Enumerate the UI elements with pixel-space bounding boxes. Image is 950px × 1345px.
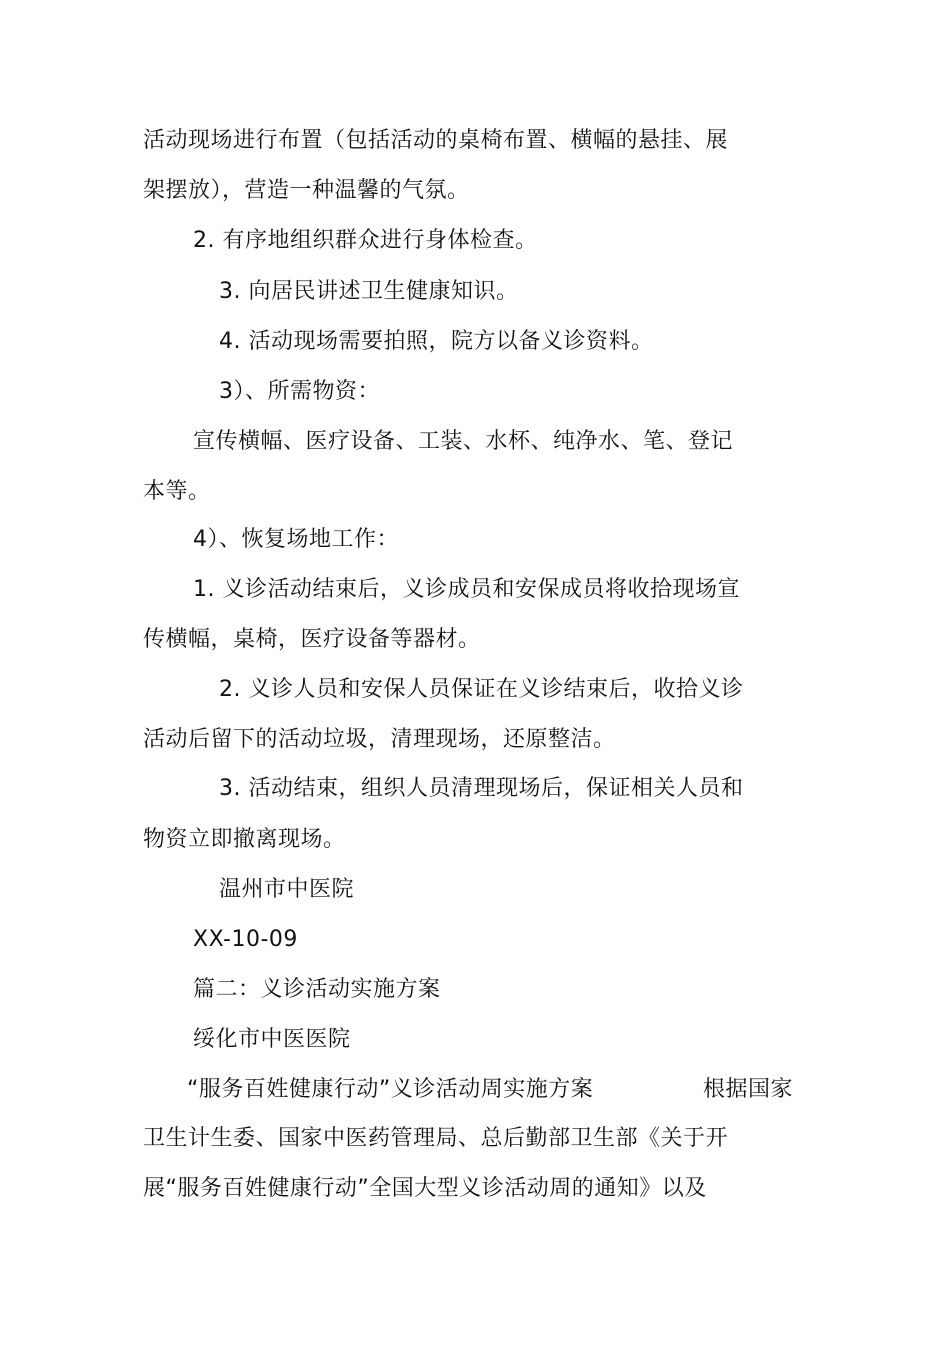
text-line: 3. 向居民讲述卫生健康知识。 (219, 279, 519, 304)
text-line: XX-10-09 (193, 927, 298, 952)
text-line: 4. 活动现场需要拍照，院方以备义诊资料。 (219, 329, 654, 354)
text-line: 3）、所需物资： (219, 379, 380, 404)
text-line: 4）、恢复场地工作： (193, 527, 399, 552)
text-line: 展“服务百姓健康行动”全国大型义诊活动周的通知》以及 (143, 1176, 707, 1201)
text-line: 温州市中医院 (219, 877, 355, 902)
text-line: 传横幅，桌椅，医疗设备等器材。 (143, 627, 481, 652)
text-line: 1. 义诊活动结束后，义诊成员和安保成员将收拾现场宣 (193, 577, 740, 602)
text-line: 物资立即撤离现场。 (143, 827, 346, 852)
text-line: 本等。 (143, 479, 211, 504)
text-line: 活动现场进行布置（包括活动的桌椅布置、横幅的悬挂、展 (143, 128, 729, 153)
text-line: 绥化市中医医院 (193, 1027, 351, 1052)
text-line: 2. 有序地组织群众进行身体检查。 (193, 228, 538, 253)
text-line: 篇二：义诊活动实施方案 (193, 977, 441, 1002)
text-line: 卫生计生委、国家中医药管理局、总后勤部卫生部《关于开 (143, 1126, 729, 1151)
text-line: 活动后留下的活动垃圾，清理现场，还原整洁。 (143, 727, 616, 752)
text-line: 3. 活动结束，组织人员清理现场后，保证相关人员和 (219, 776, 744, 801)
text-line: 架摆放），营造一种温馨的气氛。 (143, 178, 470, 203)
text-line: 宣传横幅、医疗设备、工装、水杯、纯净水、笔、登记 (193, 429, 734, 454)
text-line: 根据国家 (703, 1077, 794, 1102)
text-line: 2. 义诊人员和安保人员保证在义诊结束后，收拾义诊 (219, 677, 744, 702)
text-line: “服务百姓健康行动”义诊活动周实施方案 (187, 1077, 594, 1102)
